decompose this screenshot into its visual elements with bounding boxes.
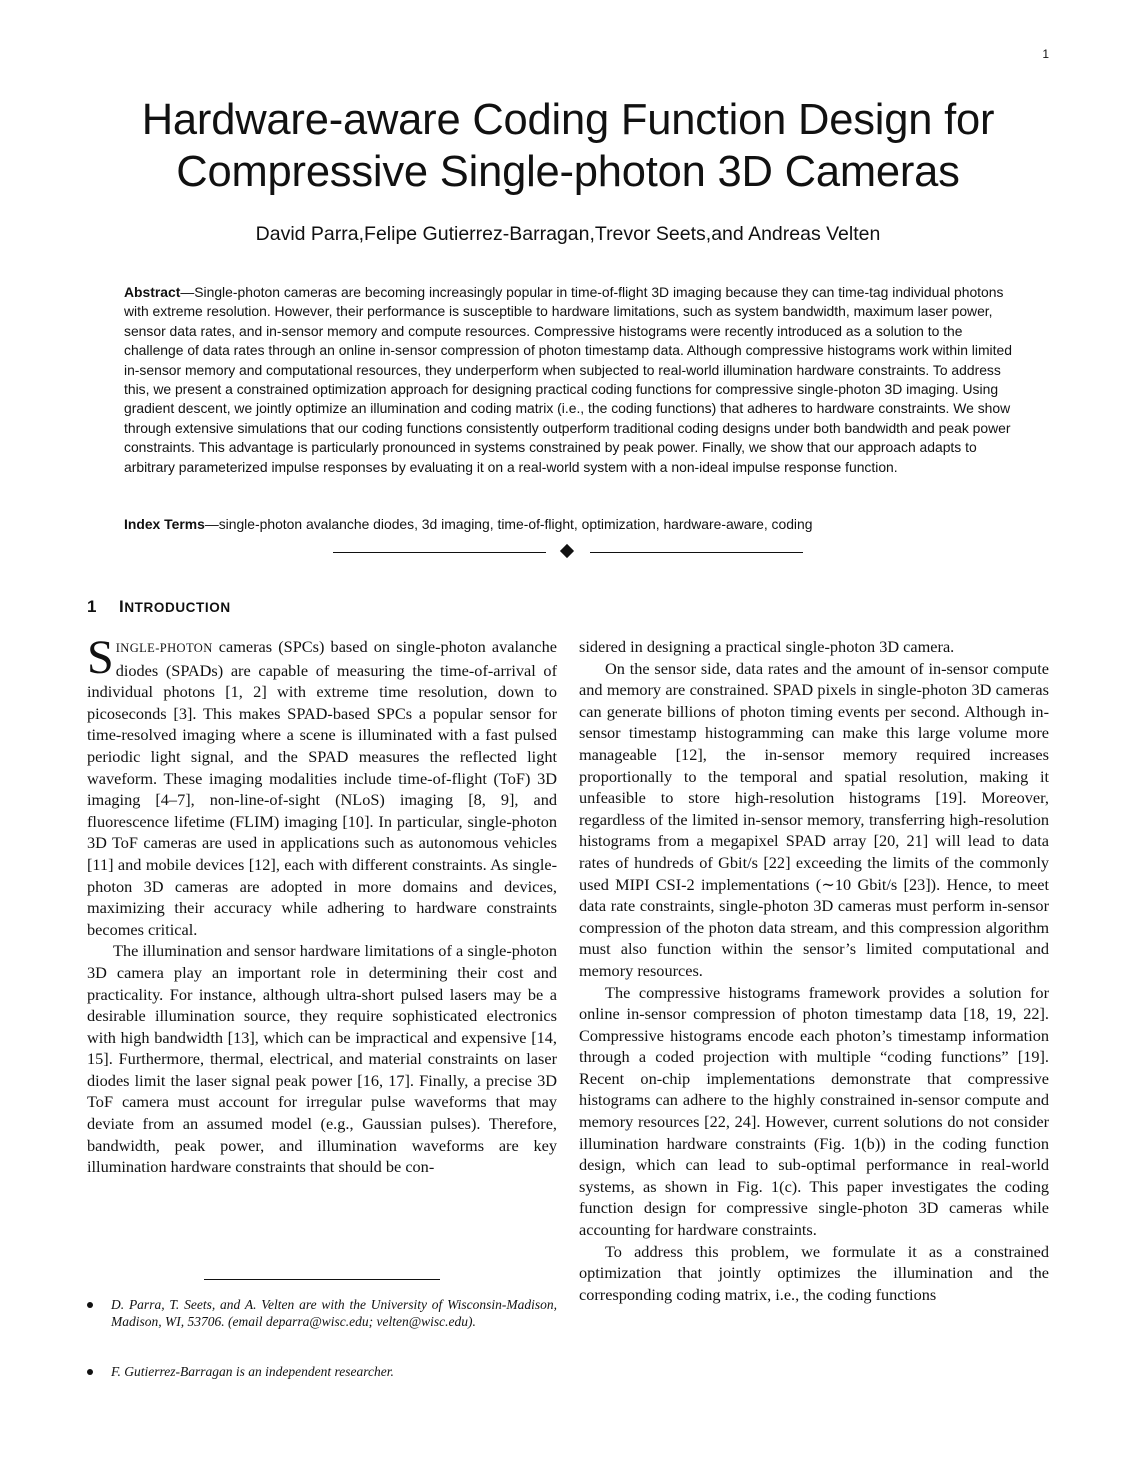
intro-paragraph-2: The illumination and sensor hardware limitations of a single-photon 3D camera play an important role in determining their cost and practicality. For instance, although ultra-short pulsed lasers may be a desirable illumination source, they require sophisticated electronics with high bandwidth [13], which can be impractical and expensive [14, 15]. Furthermore, thermal, electrical, and material constraints on laser diodes limit the laser signal peak power [16, 17]. Finally, a precise 3D ToF camera must account for irregular pulse waveforms that may deviate from an assumed model (e.g., Gaussian pulses). Therefore, bandwidth, peak power, and illumination waveforms are key illumination hardware constraints that should be con-	[87, 941, 557, 1177]
drop-cap: S	[87, 631, 114, 684]
index-terms	[124, 515, 1024, 534]
intro-paragraph-1-text: cameras (SPCs) based on single-photon avalanche diodes (SPADs) are capable of measuring the time-of-arrival of individual photons [1, 2] with extreme time resolution, down to picoseconds [3]. This makes SPAD-based SPCs a popular sensor for time-resolved imaging where a scene is illuminated with a fast pulsed periodic light signal, and the SPAD measures the reflected light waveform. These imaging modalities include time-of-flight (ToF) 3D imaging [4–7], non-line-of-sight (NLoS) imaging [8, 9], and fluorescence lifetime (FLIM) imaging [10]. In particular, single-photon 3D ToF cameras are used in applications such as autonomous vehicles [11] and mobile devices [12], each with different constraints. As single-photon 3D cameras are adopted in more domains and devices, maximizing their accuracy while adhering to hardware constraints becomes critical.	[87, 637, 557, 939]
section-title-initial: I	[119, 597, 125, 616]
footnote-text: D. Parra, T. Seets, and A. Velten are with the University of Wisconsin-Madison, Madison, WI, 53706. (email deparra@wisc.edu; velten@wisc.edu).	[111, 1297, 557, 1329]
title-line-2: Compressive Single-photon 3D Cameras	[176, 148, 960, 196]
abstract-label: Abstract	[124, 284, 181, 300]
index-terms-label: Index Terms	[124, 516, 205, 532]
intro-smallcaps: INGLE-PHOTON	[115, 641, 213, 655]
page-number: 1	[1042, 47, 1049, 61]
author-list: David Parra,Felipe Gutierrez-Barragan,Trevor Seets,and Andreas Velten	[255, 223, 881, 245]
bullet-icon	[87, 1369, 93, 1375]
footnote-independent	[87, 1364, 557, 1381]
section-title-rest: NTRODUCTION	[124, 600, 231, 615]
footnote-rule	[204, 1279, 440, 1280]
separator-line-left	[333, 552, 546, 553]
index-terms-text: —single-photon avalanche diodes, 3d imaging, time-of-flight, optimization, hardware-aware, coding	[204, 516, 813, 532]
abstract	[124, 283, 1024, 477]
abstract-text: —Single-photon cameras are becoming increasingly popular in time-of-flight 3D imaging because they can time-tag individual photons with extreme resolution. However, their performance is susceptible to hardware limitations, such as system bandwidth, maximum laser power, sensor data rates, and in-sensor memory and compute resources. Compressive histograms were recently introduced as a solution to the challenge of data rates through an online in-sensor compression of photon timestamp data. Although compressive histograms work within limited in-sensor memory and computational resources, they underperform when subjected to real-world illumination hardware constraints. To address this, we present a constrained optimization approach for designing practical coding functions for compressive single-photon 3D imaging. Using gradient descent, we jointly optimize an illumination and coding matrix (i.e., the coding functions) that adheres to hardware constraints. We show through extensive simulations that our coding functions consistently outperform traditional coding designs under both bandwidth and peak power constraints. This advantage is particularly pronounced in systems constrained by peak power. Finally, we show that our approach adapts to arbitrary parameterized impulse responses by evaluating it on a real-world system with a non-ideal impulse response function.	[124, 284, 1012, 475]
section-heading	[87, 597, 231, 617]
intro-paragraph-3: On the sensor side, data rates and the amount of in-sensor compute and memory are constrained. SPAD pixels in single-photon 3D cameras can generate billions of photon timing events per second. Although in-sensor timestamp histogramming can make this large volume more manageable [12], the in-sensor memory required increases proportionally to the temporal and spatial resolution, making it unfeasible to store high-resolution histograms [19]. Moreover, regardless of the limited in-sensor memory, transferring high-resolution histograms from a megapixel SPAD array [20, 21] will lead to data rates of hundreds of Gbit/s [22] exceeding the limits of the commonly used MIPI CSI-2 implementations (∼10 Gbit/s [23]). Hence, to meet data rate constraints, single-photon 3D cameras must perform in-sensor compression of the photon data stream, and this compression algorithm must also function within the sensor’s limited computational and memory resources.	[579, 658, 1049, 980]
bullet-icon	[87, 1302, 93, 1308]
title-line-1: Hardware-aware Coding Function Design for	[141, 96, 995, 144]
section-number: 1	[87, 597, 98, 616]
footnote-affiliation	[87, 1297, 557, 1330]
diamond-icon	[560, 544, 574, 558]
intro-paragraph-5: To address this problem, we formulate it as a constrained optimization that jointly optimizes the illumination and the corresponding coding matrix, i.e., the coding functions	[579, 1241, 1049, 1304]
left-column	[87, 631, 557, 1178]
footnote-text: F. Gutierrez-Barragan is an independent researcher.	[111, 1364, 394, 1379]
intro-paragraph-4: The compressive histograms framework provides a solution for online in-sensor compression of photon timestamp data [18, 19, 22]. Compressive histograms encode each photon’s timestamp information through a coded projection with multiple “coding functions” [19]. Recent on-chip implementations demonstrate that compressive histograms can adhere to the highly constrained in-sensor compute and memory resources [22, 24]. However, current solutions do not consider illumination hardware constraints (Fig. 1(b)) in the coding function design, which can lead to sub-optimal performance in real-world systems, as shown in Fig. 1(c). This paper investigates the coding function design for compressive single-photon 3D cameras while accounting for hardware constraints.	[579, 982, 1049, 1240]
separator-line-right	[590, 552, 803, 553]
right-column	[579, 636, 1049, 1305]
intro-paragraph-1	[87, 631, 557, 940]
section-separator	[333, 543, 803, 563]
paper-title	[0, 94, 1136, 198]
intro-paragraph-2-continued: sidered in designing a practical single-photon 3D camera.	[579, 637, 955, 656]
